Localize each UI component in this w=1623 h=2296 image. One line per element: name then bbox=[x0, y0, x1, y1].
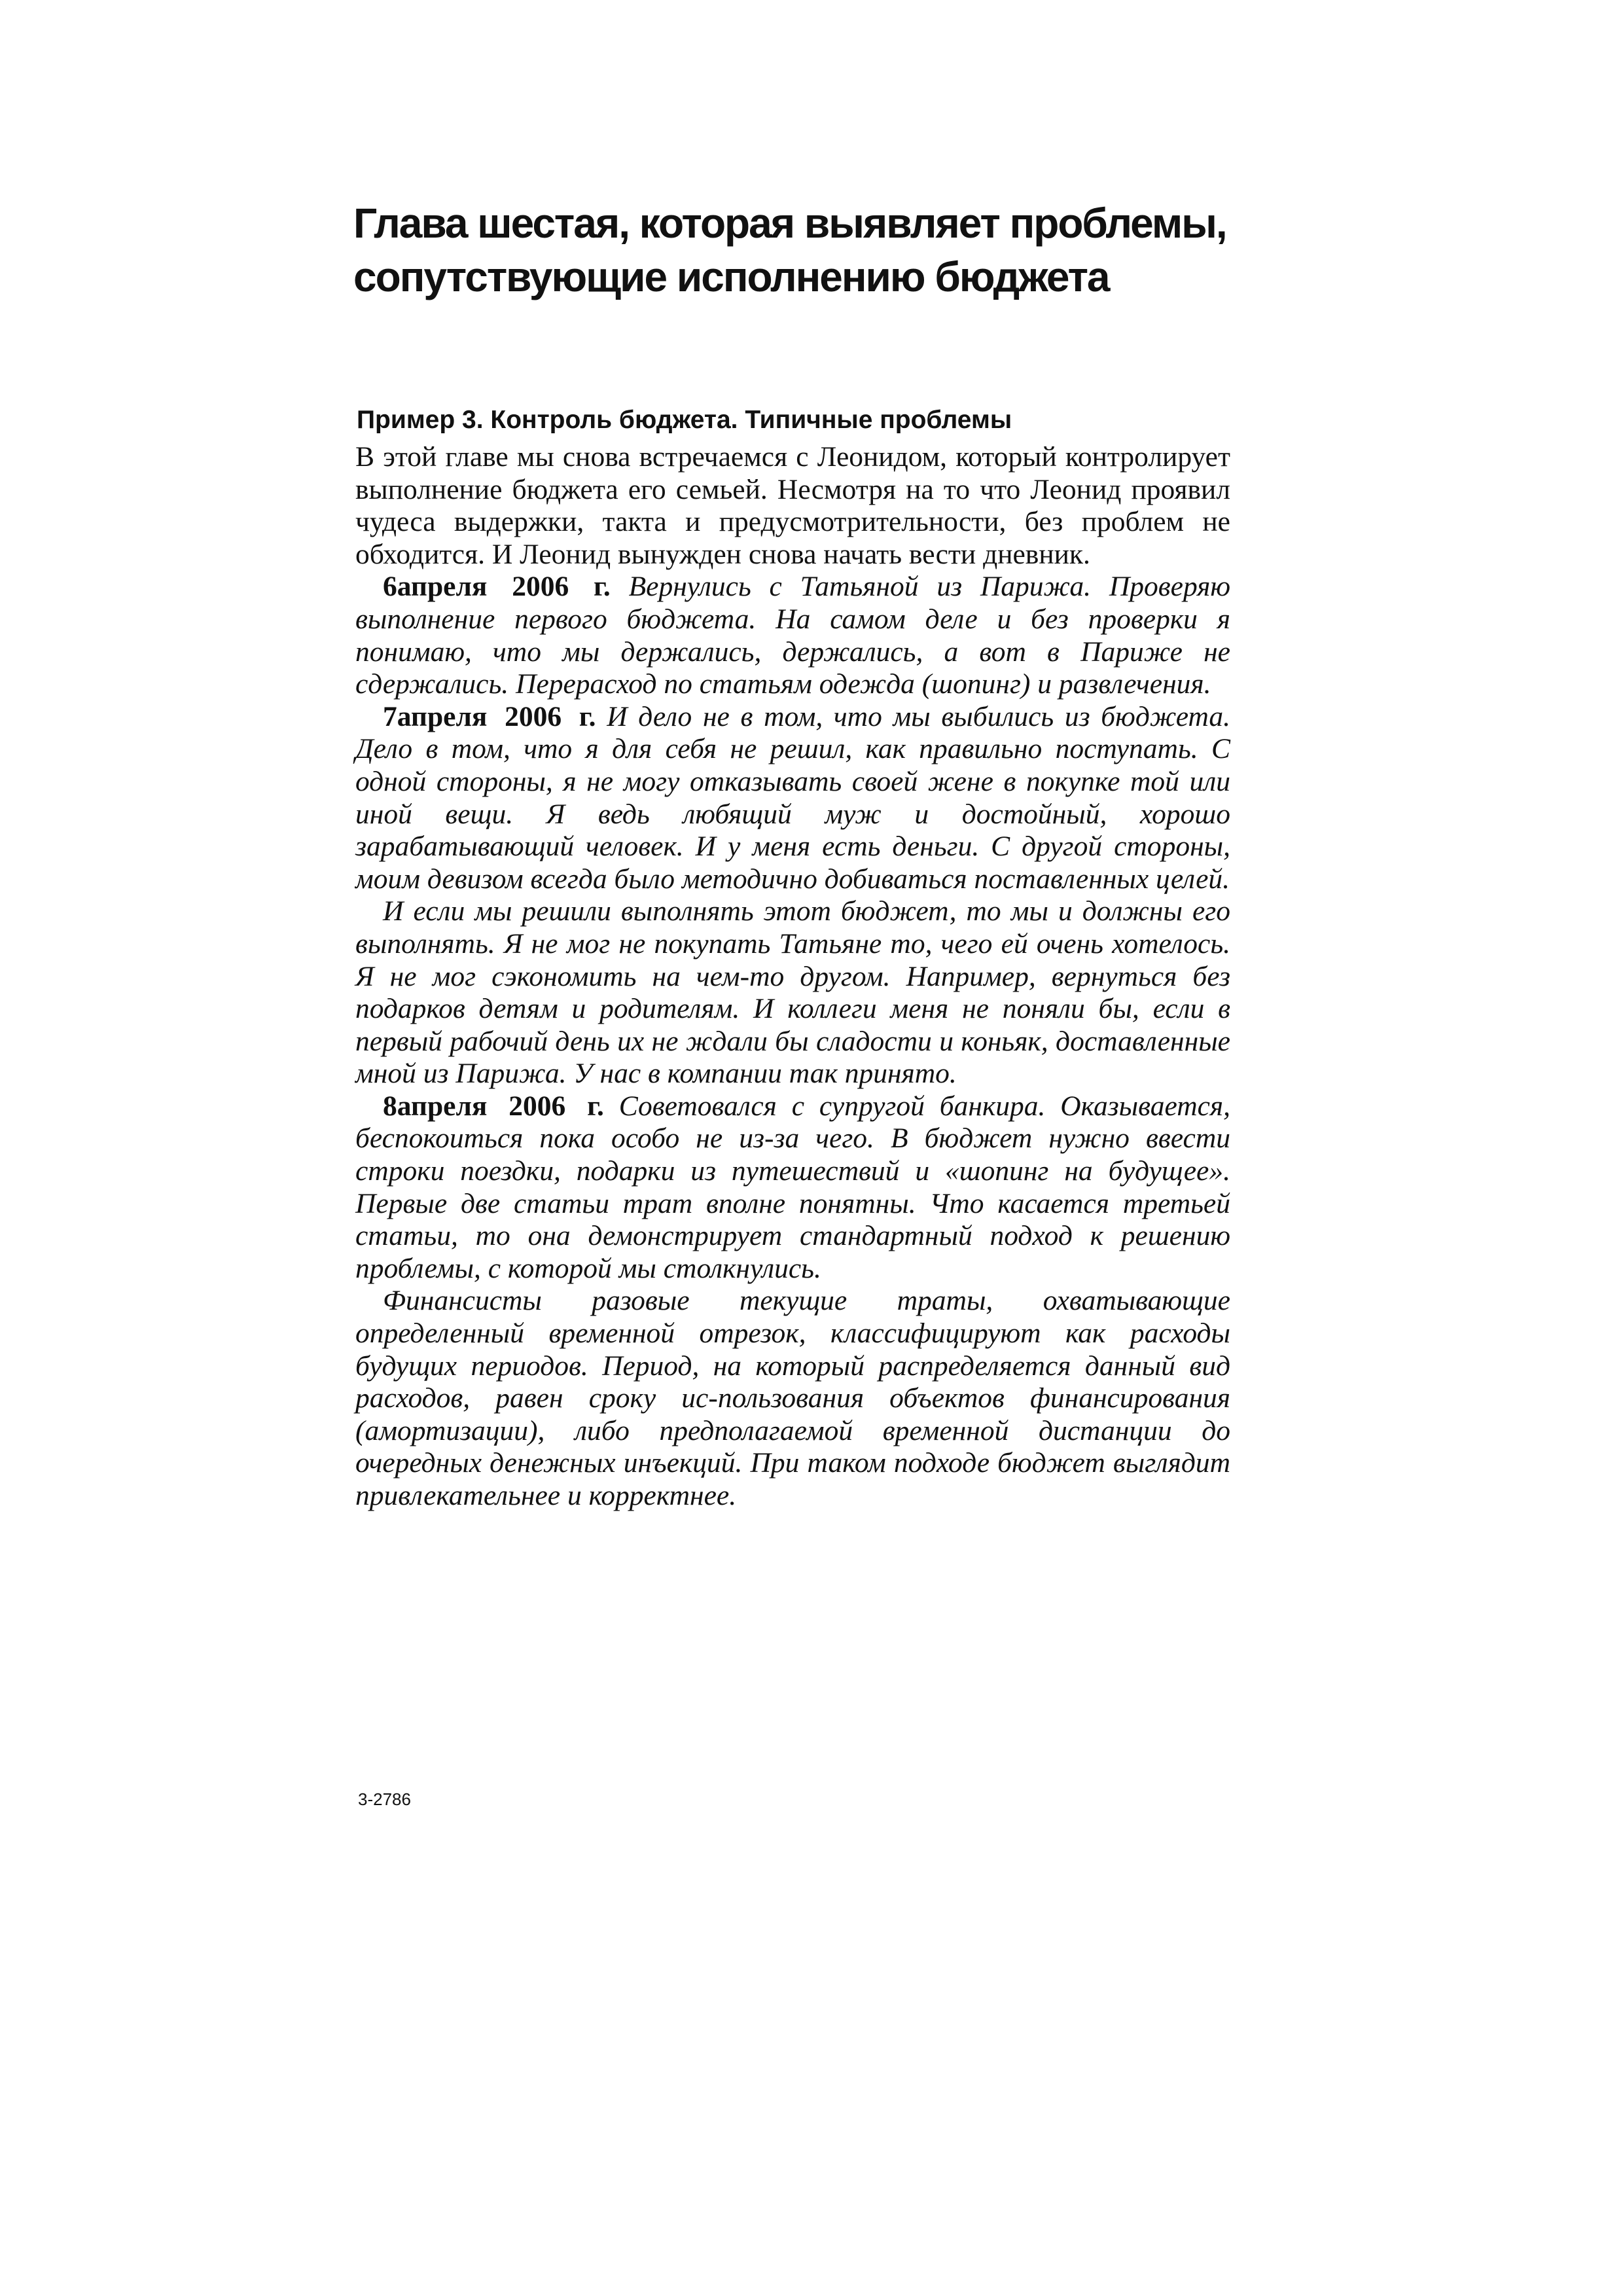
chapter-title-line-1: Глава шестая, которая выявляет проблемы, bbox=[353, 200, 1226, 247]
diary-entry-text: И дело не в том, что мы выбились из бюджета. Дело в том, что я для себя не решил, как правильно поступать. С одной стороны, я не могу отказывать своей жене в покупке той или иной вещи. Я ведь любящий муж и достойный, хорошо зарабатывающий человек. И у меня есть деньги. С другой стороны, моим девизом всегда было методично добиваться поставленных целей. bbox=[355, 700, 1231, 895]
diary-entry-text: Советовался с супругой банкира. Оказывается, беспокоиться пока особо не из-за чего. В бюджет нужно ввести строки поездки, подарки из путешествий и «шопинг на будущее». Первые две статьи трат вполне понятны. Что касается третьей статьи, то она демонстрирует стандартный подход к решению проблемы, с которой мы столкнулись. bbox=[355, 1090, 1231, 1284]
diary-entry-2 bbox=[355, 701, 1230, 896]
diary-entry-text: Вернулись с Татьяной из Парижа. Проверяю выполнение первого бюджета. На самом деле и без проверки я понимаю, что мы держались, держались, а вот в Париже не сдержались. Перерасход по статьям одежда (шопинг) и развлечения. bbox=[355, 571, 1231, 700]
diary-entry-date: 7апреля 2006 г. bbox=[383, 700, 596, 732]
body-text bbox=[355, 441, 1230, 1513]
section-heading: Пример 3. Контроль бюджета. Типичные проблемы bbox=[357, 406, 1012, 434]
diary-entry-3-continuation: Финансисты разовые текущие траты, охватывающие определенный временной отрезок, классифицируют как расходы будущих периодов. Период, на который распределяется данный вид расходов, равен сроку ис-пользования объектов финансирования (амортизации), либо предполагаемой временной дистанции до очередных денежных инъекций. При таком подходе бюджет выглядит привлекательнее и корректнее. bbox=[355, 1285, 1230, 1511]
diary-entry-1 bbox=[355, 571, 1230, 700]
diary-entry-date: 6апреля 2006 г. bbox=[383, 571, 611, 603]
diary-entry-date: 8апреля 2006 г. bbox=[383, 1090, 604, 1122]
intro-paragraph: В этой главе мы снова встречаемся с Леонидом, который контролирует выполнение бюджета его семьей. Несмотря на то что Леонид проявил чудеса выдержки, такта и предусмотрительности, без проблем не обходится. И Леонид вынужден снова начать вести дневник. bbox=[355, 441, 1230, 570]
chapter-title-line-2: сопутствующие исполнению бюджета bbox=[353, 253, 1109, 300]
chapter-title bbox=[353, 196, 1283, 304]
diary-entry-2-continuation: И если мы решили выполнять этот бюджет, то мы и должны его выполнять. Я не мог не покупать Татьяне то, чего ей очень хотелось. Я не мог сэкономить на чем-то другом. Например, вернуться без подарков детям и родителям. И коллеги меня не поняли бы, если в первый рабочий день их не ждали бы сладости и коньяк, доставленные мной из Парижа. У нас в компании так принято. bbox=[355, 895, 1230, 1090]
print-signature-code: 3-2786 bbox=[358, 1789, 411, 1809]
diary-entry-3 bbox=[355, 1090, 1230, 1285]
